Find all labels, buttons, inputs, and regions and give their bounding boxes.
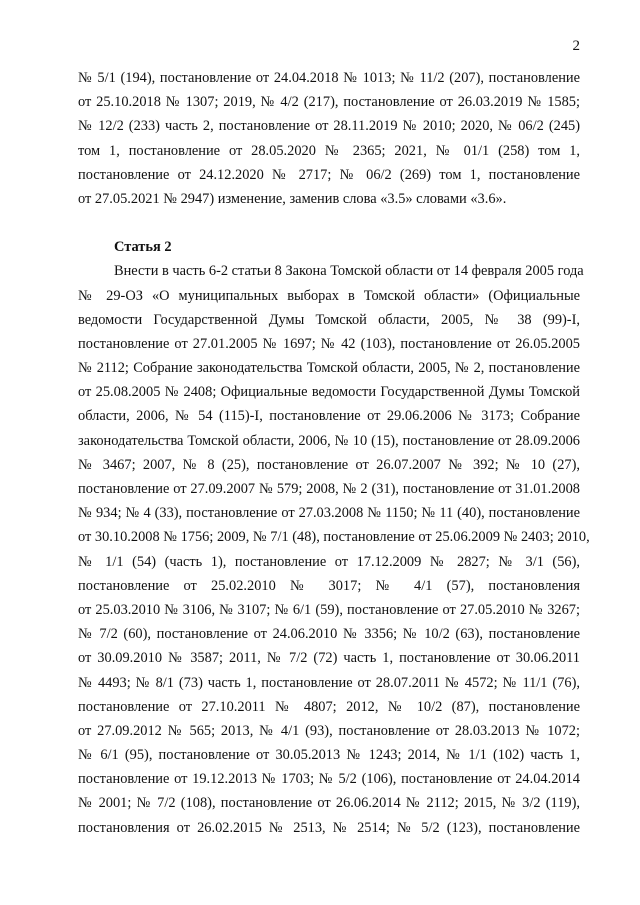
text-line: № 2112; Собрание законодательства Томской области, 2005, № 2, постановление	[78, 360, 580, 377]
paragraph-gap	[78, 211, 580, 235]
text-line: постановление от 27.01.2005 № 1697; № 42 (103), постановление от 26.05.2005	[78, 335, 580, 352]
article-heading: Статья 2	[114, 239, 172, 256]
text-line: № 2001; № 7/2 (108), постановление от 26.06.2014 № 2112; 2015, № 3/2 (119),	[78, 795, 580, 812]
text-line: № 934; № 4 (33), постановление от 27.03.2008 № 1150; № 11 (40), постановление	[78, 505, 580, 522]
text-line: № 7/2 (60), постановление от 24.06.2010 № 3356; № 10/2 (63), постановление	[78, 626, 580, 643]
paragraph-article-2	[78, 259, 590, 840]
text-line: от 27.09.2012 № 565; 2013, № 4/1 (93), постановление от 28.03.2013 № 1072;	[78, 722, 580, 739]
text-line: № 3467; 2007, № 8 (25), постановление от 26.07.2007 № 392; № 10 (27),	[78, 456, 580, 473]
text-line: ведомости Государственной Думы Томской области, 2005, № 38 (99)-I,	[78, 311, 580, 328]
text-line: том 1, постановление от 28.05.2020 № 2365; 2021, № 01/1 (258) том 1,	[78, 142, 580, 159]
text-line: законодательства Томской области, 2006, № 10 (15), постановление от 28.09.2006	[78, 432, 580, 449]
text-line: от 30.09.2010 № 3587; 2011, № 7/2 (72) часть 1, постановление от 30.06.2011	[78, 650, 580, 667]
text-line: постановление от 19.12.2013 № 1703; № 5/2 (106), постановление от 24.04.2014	[78, 771, 580, 788]
text-line: постановление от 27.09.2007 № 579; 2008, № 2 (31), постановление от 31.01.2008	[78, 481, 580, 497]
text-line: области, 2006, № 54 (115)-I, постановление от 29.06.2006 № 3173; Собрание	[78, 408, 580, 425]
text-line: постановление от 27.10.2011 № 4807; 2012, № 10/2 (87), постановление	[78, 698, 580, 715]
text-line: № 29-ОЗ «О муниципальных выборах в Томской области» (Официальные	[78, 287, 580, 304]
text-line: постановления от 26.02.2015 № 2513, № 2514; № 5/2 (123), постановление	[78, 819, 580, 836]
text-line: постановление от 24.12.2020 № 2717; № 06/2 (269) том 1, постановление	[78, 166, 580, 183]
text-line: № 1/1 (54) (часть 1), постановление от 17.12.2009 № 2827; № 3/1 (56),	[78, 553, 580, 570]
text-line: № 5/1 (194), постановление от 24.04.2018 № 1013; № 11/2 (207), постановление	[78, 70, 580, 86]
text-line: постановление от 25.02.2010 № 3017; № 4/1 (57), постановления	[78, 577, 580, 594]
paragraph-amendment-continuation	[78, 66, 580, 211]
page-number: 2	[572, 38, 580, 54]
text-line: № 12/2 (233) часть 2, постановление от 28.11.2019 № 2010; 2020, № 06/2 (245)	[78, 118, 580, 135]
text-line: от 25.10.2018 № 1307; 2019, № 4/2 (217), постановление от 26.03.2019 № 1585;	[78, 94, 580, 111]
text-line: Внести в часть 6-2 статьи 8 Закона Томской области от 14 февраля 2005 года	[114, 263, 584, 280]
text-line: от 25.03.2010 № 3106, № 3107; № 6/1 (59), постановление от 27.05.2010 № 3267;	[78, 601, 580, 618]
text-line: № 4493; № 8/1 (73) часть 1, постановление от 28.07.2011 № 4572; № 11/1 (76),	[78, 674, 580, 691]
text-line: от 27.05.2021 № 2947) изменение, заменив слова «3.5» словами «3.6».	[78, 190, 507, 207]
document-body	[78, 66, 590, 840]
text-line: № 6/1 (95), постановление от 30.05.2013 № 1243; 2014, № 1/1 (102) часть 1,	[78, 747, 580, 764]
text-line: от 30.10.2008 № 1756; 2009, № 7/1 (48), постановление от 25.06.2009 № 2403; 2010,	[78, 529, 590, 546]
text-line: от 25.08.2005 № 2408; Официальные ведомости Государственной Думы Томской	[78, 384, 580, 401]
